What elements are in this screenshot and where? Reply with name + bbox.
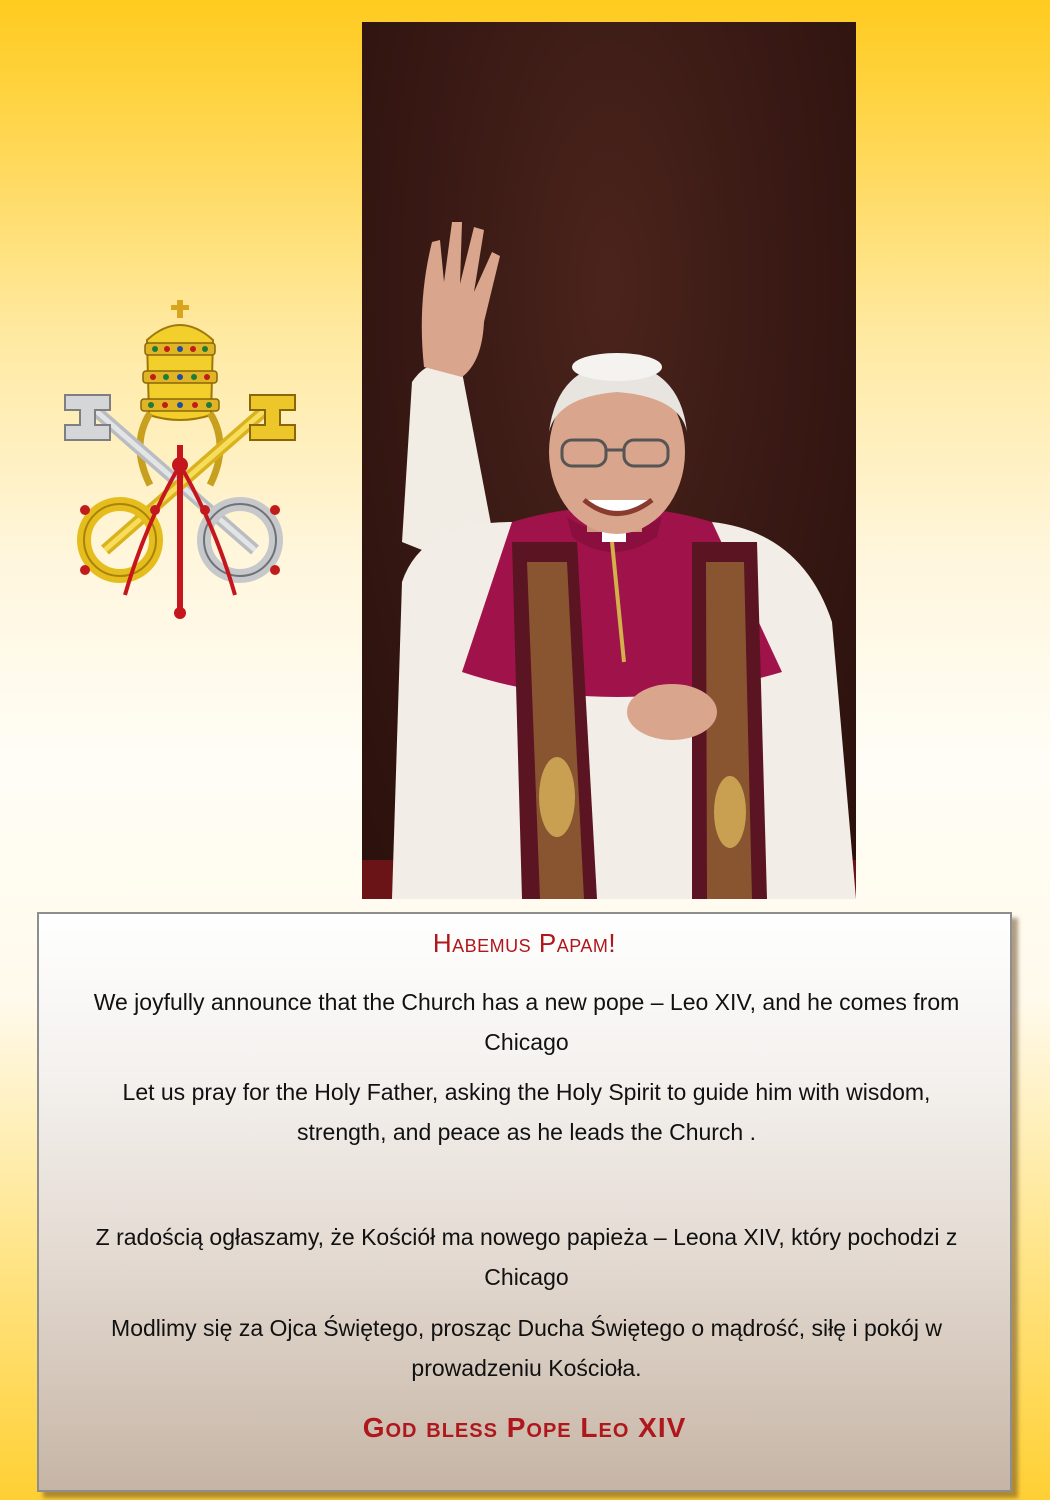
papal-coat-of-arms-icon — [55, 295, 305, 625]
polish-prayer: Modlimy się za Ojca Świętego, prosząc Ducha Świętego o mądrość, siłę i pokój w prowadzeniu Kościoła. — [111, 1315, 942, 1381]
pope-photo — [362, 22, 856, 899]
closing-blessing: God bless Pope Leo XIV — [362, 1412, 687, 1443]
english-prayer: Let us pray for the Holy Father, asking the Holy Spirit to guide him with wisdom, strength, and peace as he leads the Church . — [122, 1079, 931, 1145]
english-announcement: We joyfully announce that the Church has a new pope – Leo XIV, and he comes from Chicago — [93, 989, 960, 1055]
polish-announcement: Z radością ogłaszamy, że Kościół ma nowego papieża – Leona XIV, który pochodzi z Chicago — [95, 1224, 958, 1290]
announcement-card — [37, 912, 1012, 1492]
heading: Habemus Papam! — [432, 928, 617, 958]
